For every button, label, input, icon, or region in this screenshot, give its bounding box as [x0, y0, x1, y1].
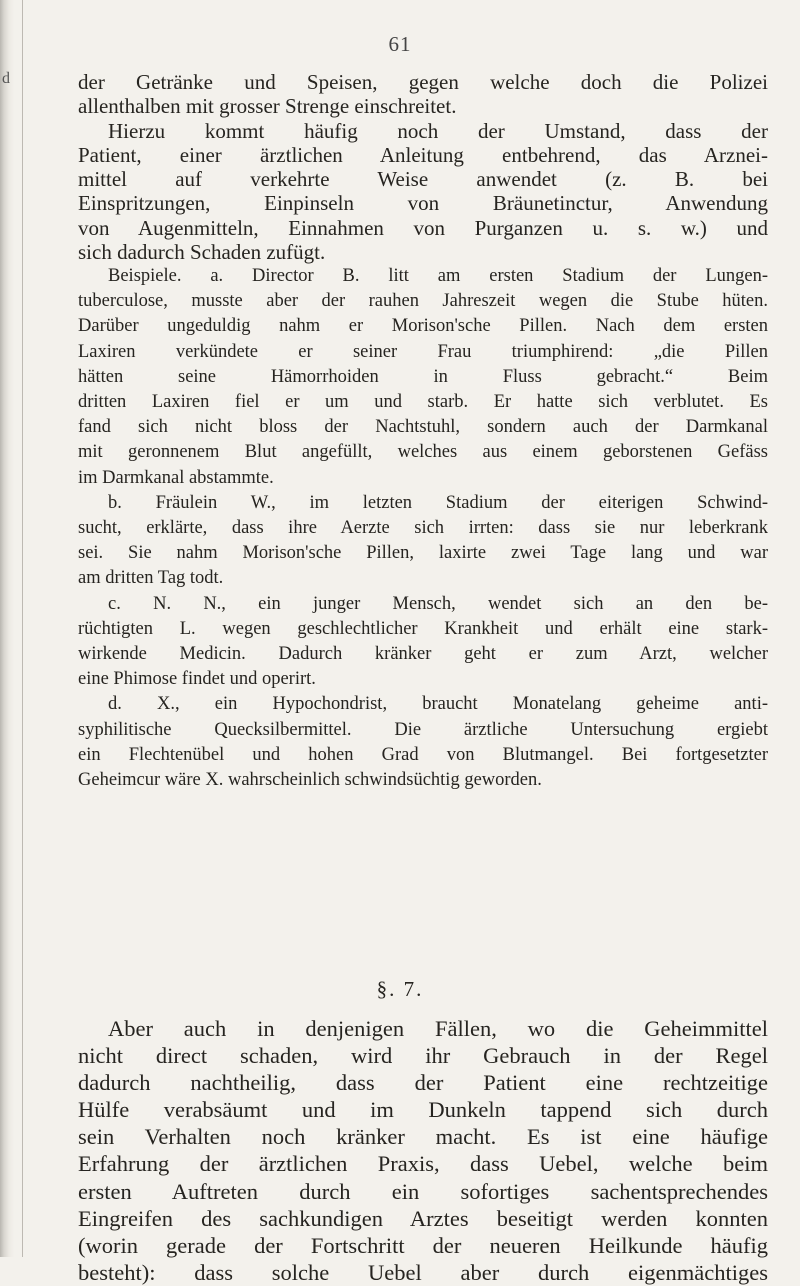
text-line: der Getränke und Speisen, gegen welche doch die Polizei	[78, 70, 768, 94]
corner-mark: d	[2, 70, 10, 87]
text-line: ein Flechtenübel und hohen Grad von Blutmangel. Bei fortgesetzter	[78, 744, 768, 765]
text-line: Beispiele. a. Director B. litt am ersten Stadium der Lungen-	[108, 266, 768, 286]
text-line: nicht direct schaden, wird ihr Gebrauch in der Regel	[78, 1043, 768, 1069]
text-line: tuberculose, musste aber der rauhen Jahreszeit wegen die Stube hüten.	[78, 291, 768, 312]
opening-paragraph	[78, 70, 768, 264]
text-line: b. Fräulein W., im letzten Stadium der eiterigen Schwind-	[108, 492, 768, 513]
text-line: Eingreifen des sachkundigen Arztes beseitigt werden konnten	[78, 1205, 768, 1231]
text-line: allenthalben mit grosser Strenge einschreitet.	[78, 94, 457, 119]
section-heading: §. 7.	[376, 977, 424, 1001]
text-line: d. X., ein Hypochondrist, braucht Monatelang geheime anti-	[108, 694, 768, 715]
text-line: hätten seine Hämorrhoiden in Fluss gebracht.“ Beim	[78, 366, 768, 387]
text-line: rüchtigten L. wegen geschlechtlicher Krankheit und erhält eine stark-	[78, 618, 768, 639]
text-line: Aber auch in denjenigen Fällen, wo die Geheimmittel	[108, 1016, 768, 1041]
text-line: sich dadurch Schaden zufügt.	[78, 240, 326, 265]
examples-paragraph	[78, 264, 768, 793]
text-line: besteht): dass solche Uebel aber durch eigenmächtiges	[78, 1259, 768, 1285]
text-line: eine Phimose findet und operirt.	[78, 669, 316, 690]
text-line: im Darmkanal abstammte.	[78, 467, 274, 488]
text-line: syphilitische Quecksilbermittel. Die ärztliche Untersuchung ergiebt	[78, 719, 768, 740]
text-line: Geheimcur wäre X. wahrscheinlich schwindsüchtig geworden.	[78, 770, 542, 791]
text-line: ersten Auftreten durch ein sofortiges sachentsprechendes	[78, 1178, 768, 1204]
text-line: Patient, einer ärztlichen Anleitung entbehrend, das Arznei-	[78, 142, 768, 167]
text-line: mit geronnenem Blut angefüllt, welches aus einem geborstenen Gefäss	[78, 442, 768, 463]
text-line: sucht, erklärte, dass ihre Aerzte sich irrten: dass sie nur leberkrank	[78, 518, 768, 539]
text-line: Erfahrung der ärztlichen Praxis, dass Uebel, welche beim	[78, 1151, 768, 1177]
page-edge-shadow	[0, 0, 14, 1257]
text-line: Hülfe verabsäumt und im Dunkeln tappend sich durch	[78, 1097, 768, 1123]
text-line: c. N. N., ein junger Mensch, wendet sich an den be-	[108, 593, 768, 614]
text-line: Darüber ungeduldig nahm er Morison'sche Pillen. Nach dem ersten	[78, 316, 768, 337]
page-edge-line	[22, 0, 23, 1257]
text-line: sei. Sie nahm Morison'sche Pillen, laxirte zwei Tage lang und war	[78, 543, 768, 564]
text-line: dritten Laxiren fiel er um und starb. Er hatte sich verblutet. Es	[78, 392, 768, 413]
text-line: (worin gerade der Fortschritt der neueren Heilkunde häufig	[78, 1232, 768, 1258]
text-line: von Augenmitteln, Einnahmen von Purganzen u. s. w.) und	[78, 215, 768, 240]
text-line: Laxiren verkündete er seiner Frau triumphirend: „die Pillen	[78, 341, 768, 362]
text-line: dadurch nachtheilig, dass der Patient eine rechtzeitige	[78, 1070, 768, 1096]
text-line: mittel auf verkehrte Weise anwendet (z. B. bei	[78, 167, 768, 192]
text-line: fand sich nicht bloss der Nachtstuhl, sondern auch der Darmkanal	[78, 417, 768, 438]
text-line: sein Verhalten noch kränker macht. Es ist eine häufige	[78, 1124, 768, 1150]
page-number: 61	[388, 32, 412, 56]
text-line: wirkende Medicin. Dadurch kränker geht er zum Arzt, welcher	[78, 644, 768, 665]
section-paragraph	[78, 1015, 768, 1286]
text-line: am dritten Tag todt.	[78, 568, 224, 589]
text-line: Hierzu kommt häufig noch der Umstand, dass der	[108, 118, 768, 143]
text-line: Einspritzungen, Einpinseln von Bräunetinctur, Anwendung	[78, 191, 768, 216]
